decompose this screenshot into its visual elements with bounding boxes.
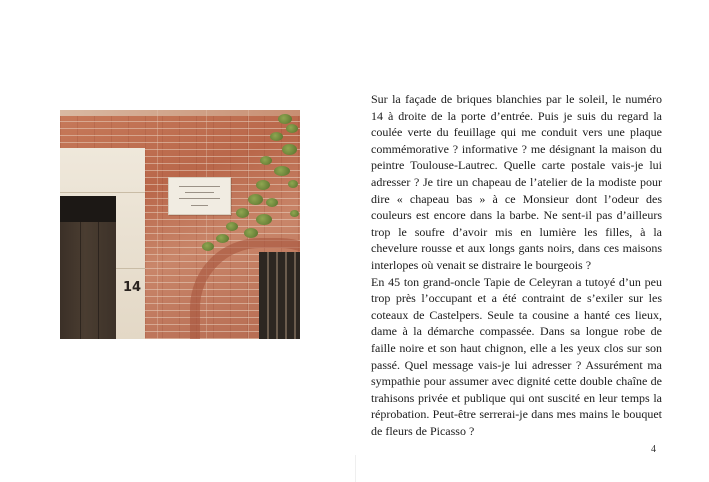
facade-photograph	[60, 110, 300, 339]
body-text	[371, 91, 662, 439]
body-paragraph: Sur la façade de briques blanchies par le soleil, le numéro 14 à droite de la porte d’entrée. Puis je suis du regard la coulée verte du feuillage qui me conduit vers une plaque commémorative ? informative ? me désignant la maison du peintre Toulouse-Lautrec. Quelle carte postale vais-je lui adresser ? Je tire un chapeau de l’atelier de la modiste pour dire « chapeau bas » à ce Monsieur dont l’odeur des couleurs est encore dans la barbe. Ne sent-il pas d’ailleurs trop le soufre d’avoir mis en lumière les filles, à la chevelure rousse et aux longs gants noirs, dans ces maisons interlopes où venait se distraire le bourgeois ?	[371, 92, 662, 272]
house-number-sign: 14	[123, 280, 142, 295]
photo-top-edge	[60, 110, 300, 116]
body-paragraph: En 45 ton grand-oncle Tapie de Celeyran a tutoyé d’un peu trop près l’occupant et a été contraint de s’exiler sur les coteaux de Castelpers. Seule ta cousine a hanté ces lieux, dame à la démarche compassée. Dans sa longue robe de faille noire et son haut chignon, elle a les yeux clos sur son passé. Quel message vais-je lui adresser ? Assurément ma sympathie pour assumer avec dignité cette double chaîne de trahisons privée et publique qui ont suscité en leur temps la réprobation. Peut-être serrerai-je dans mes mains le bouquet de fleurs de Picasso ?	[371, 274, 662, 438]
door-lintel-shadow	[60, 196, 116, 222]
commemorative-plaque	[168, 177, 231, 215]
page-gutter-line	[355, 455, 356, 482]
page-number: 4	[651, 444, 656, 455]
